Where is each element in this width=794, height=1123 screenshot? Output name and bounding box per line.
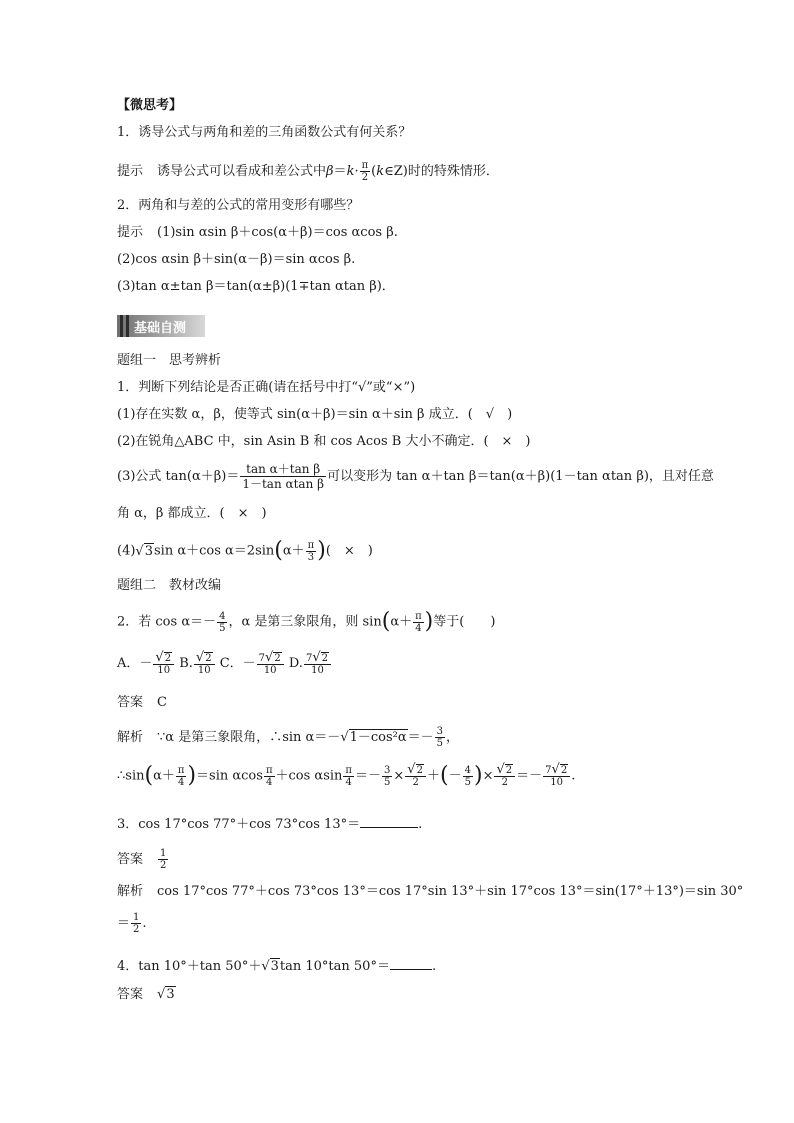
option-b[interactable]: B. $\frac{√2}{10}$ [179,656,215,671]
option-c[interactable]: C．－ $\frac{7√2}{10}$ [220,656,285,671]
banner-stripe [120,315,123,337]
q3-blank[interactable] [360,815,418,828]
group2-title: 题组二 教材改编 [117,578,222,593]
q4-blank[interactable] [390,957,432,970]
group1-title: 题组一 思考辨析 [117,353,222,368]
micro-think-a2-3: (3)tan α±tan β＝tan(α±β)(1∓tan αtan β)． [117,279,395,294]
answer-label: 答案 [117,852,144,867]
micro-think-q2: 2．两角和与差的公式的常用变形有哪些？ [117,198,360,213]
fraction-pi-3: $\frac{\pi}{3}$ [307,539,315,563]
q3-answer: 答案 $\frac{1}{2}$ [117,848,167,871]
q3-solution: 解析 cos 17°cos 77°＋cos 73°cos 13°＝cos 17°sin 13°＋sin 17°cos 13°＝sin(17°＋13°)＝sin 30° [117,884,744,899]
micro-think-a2-1: 提示 (1)sin αsin β＋cos(α＋β)＝cos αcos β. [117,225,398,240]
group2-solution-line2: ∴sin(α＋ $\frac{\pi}{4}$ )＝sin αcos $\frac{\pi}{4}$ ＋cos αsin $\frac{\pi}{4}$ ＝－ $\frac{3}{5}$ × $\frac{√2}{2}$ ＋(－ $\frac{4}{5}$ )× $\frac{√2}{2}$ ＝－ $\frac{7√2}{10}$ . [117,762,576,788]
fraction-4-5: $\frac{4}{5}$ [219,610,226,634]
micro-think-a2-2: (2)cos αsin β＋sin(α－β)＝sin αcos β. [117,252,356,267]
micro-think-a1: 提示 诱导公式可以看成和差公式中β＝k· $\frac{\pi}{2}$ (k∈Z)时的特殊情形． [117,160,499,183]
section-banner [117,315,205,337]
answer-label: 答案 [117,695,144,710]
group1-item3: (3)公式 tan(α＋β)＝ $\frac{\text{tan α＋tan β}}{\text{1－tan αtan β}}$ 可以变形为 tan α＋tan β＝tan(α＋β)(1－tan αtan β)，且对任意 [117,462,714,491]
micro-think-header: 【微思考】 [117,98,183,113]
hint-label: 提示 [117,164,144,179]
group2-options [117,648,332,680]
option-d[interactable]: D. $\frac{7√2}{10}$ [289,656,332,671]
solution-label: 解析 [117,884,144,899]
sqrt-3: √3 [135,543,153,559]
answer-label: 答案 [117,987,144,1002]
group2-solution-line1: 解析 ∵α 是第三象限角，∴sin α＝－√1－cos²α＝－ $\frac{3}{5}$ ， [117,723,459,753]
solution-label: 解析 [117,730,144,745]
tan-sum-fraction: $\frac{\text{tan α＋tan β}}{\text{1－tan αtan β}}$ [242,462,325,491]
sqrt-expression: √1－cos²α [340,730,407,745]
q4-answer: 答案 √3 [117,987,175,1002]
group1-item1: (1)存在实数 α，β，使等式 sin(α＋β)＝sin α＋sin β 成立．( √ ) [117,407,513,422]
group1-q1: 1．判断下列结论是否正确(请在括号中打“√”或“×”) [117,380,416,395]
q4-line: 4．tan 10°＋tan 50°＋√3tan 10°tan 50°＝ . [117,959,437,974]
answer-value: C [157,695,167,710]
group1-item2: (2)在锐角△ABC 中，sin Asin B 和 cos Acos B 大小不确定．( × ) [117,434,531,449]
group2-q2: 2．若 cos α＝－ $\frac{4}{5}$ ，α 是第三象限角，则 sin(α＋ $\frac{\pi}{4}$ )等于( ) [117,609,496,634]
option-a[interactable]: A．－ $\frac{√2}{10}$ [117,656,175,671]
group1-item4: (4)√3sin α＋cos α＝2sin(α＋ $\frac{\pi}{3}$ )( × ) [117,537,373,566]
group2-answer [117,694,167,712]
q3-solution-cont: ＝ $\frac{1}{2}$ . [117,912,147,935]
fraction-pi-2: $\frac{\pi}{2}$ [361,160,369,183]
section-title: 基础自测 [134,321,187,336]
group1-item3-cont: 角 α，β 都成立．( × ) [117,506,267,521]
fraction-pi-4: $\frac{\pi}{4}$ [415,610,422,634]
micro-think-q1: 1．诱导公式与两角和差的三角函数公式有何关系？ [117,125,412,140]
banner-stripe [126,315,129,337]
q3-line: 3．cos 17°cos 77°＋cos 73°cos 13°＝ . [117,817,423,832]
hint-label: 提示 [117,225,144,240]
